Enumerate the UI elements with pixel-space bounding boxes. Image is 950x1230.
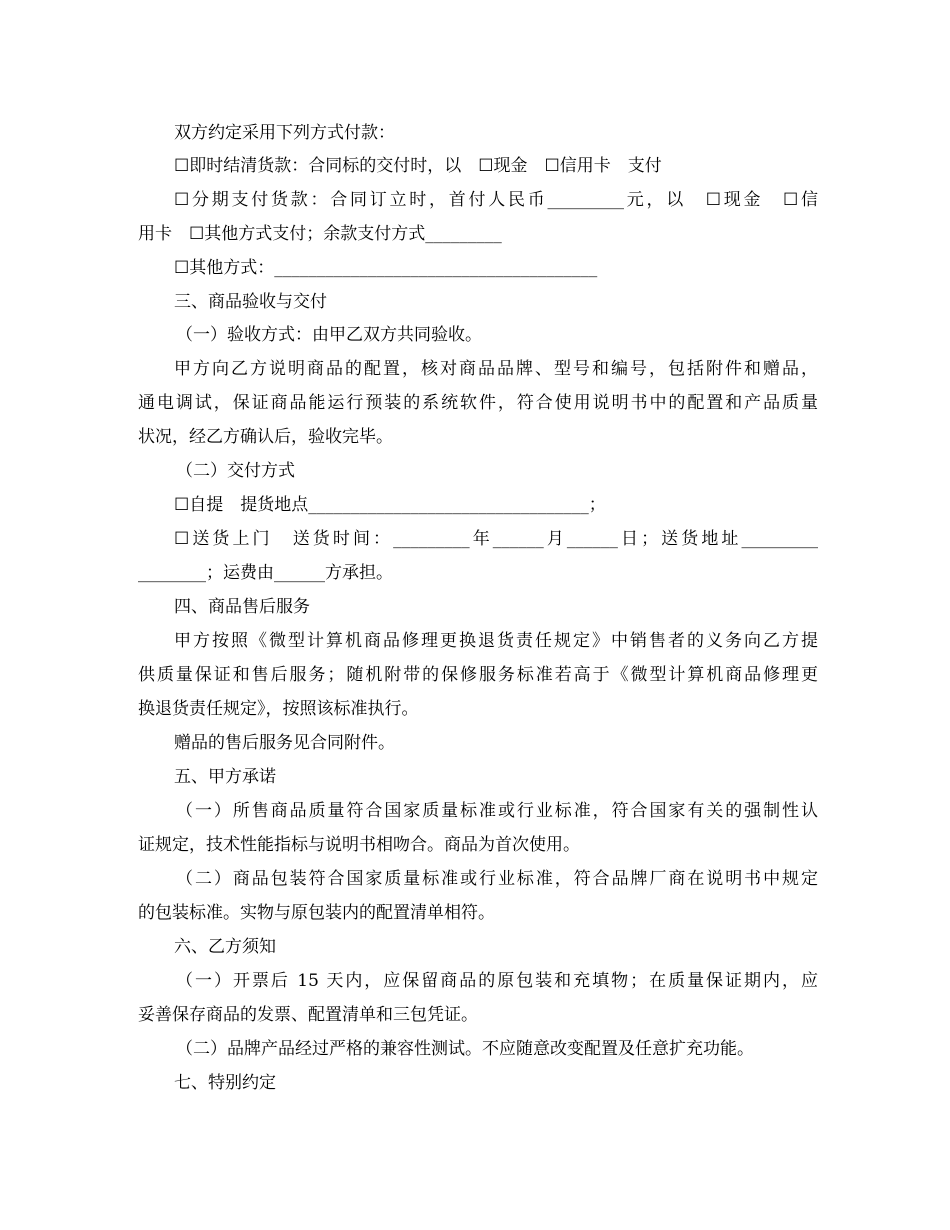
delivery-option-home-cont: ________；运费由______方承担。 xyxy=(138,563,393,583)
acceptance-method: （一）验收方式：由甲乙双方共同验收。 xyxy=(176,325,482,345)
promise-1-line-2: 证规定，技术性能指标与说明书相吻合。商品为首次使用。 xyxy=(138,835,580,855)
promise-2-line-2: 的包装标准。实物与原包装内的配置清单相符。 xyxy=(138,903,495,923)
section-5-heading: 五、甲方承诺 xyxy=(174,767,276,787)
gift-after-sales: 赠品的售后服务见合同附件。 xyxy=(174,733,395,753)
after-sales-para-line-2: 供质量保证和售后服务；随机附带的保修服务标准若高于《微型计算机商品修理更 xyxy=(138,665,818,685)
acceptance-para-line-2: 通电调试，保证商品能运行预装的系统软件，符合使用说明书中的配置和产品质量 xyxy=(138,393,818,413)
promise-2-line-1: （二）商品包装符合国家质量标准或行业标准，符合品牌厂商在说明书中规定 xyxy=(176,869,818,889)
notice-1-line-1: （一）开票后 15 天内，应保留商品的原包装和充填物；在质量保证期内，应 xyxy=(176,971,818,991)
after-sales-para-line-1: 甲方按照《微型计算机商品修理更换退货责任规定》中销售者的义务向乙方提 xyxy=(174,631,818,651)
acceptance-para-line-3: 状况，经乙方确认后，验收完毕。 xyxy=(138,427,393,447)
payment-option-installment: ☐分期支付货款：合同订立时，首付人民币_________元，以 ☐现金 ☐信 xyxy=(174,190,818,210)
delivery-option-home: ☐送货上门 送货时间：_________年______月______日；送货地址_________ xyxy=(174,529,818,549)
payment-intro: 双方约定采用下列方式付款： xyxy=(174,123,395,143)
payment-option-other: ☐其他方式：______________________________________ xyxy=(174,258,598,278)
payment-option-installment-cont: 用卡 ☐其他方式支付；余款支付方式_________ xyxy=(138,224,502,244)
notice-1-line-2: 妥善保存商品的发票、配置清单和三包凭证。 xyxy=(138,1005,478,1025)
acceptance-para-line-1: 甲方向乙方说明商品的配置，核对商品品牌、型号和编号，包括附件和赠品， xyxy=(174,359,818,379)
after-sales-para-line-3: 换退货责任规定》，按照该标准执行。 xyxy=(138,699,419,719)
delivery-method-heading: （二）交付方式 xyxy=(176,461,295,481)
section-4-heading: 四、商品售后服务 xyxy=(174,597,310,617)
delivery-option-pickup: ☐自提 提货地点_________________________________； xyxy=(174,495,606,515)
section-6-heading: 六、乙方须知 xyxy=(174,937,276,957)
promise-1-line-1: （一）所售商品质量符合国家质量标准或行业标准，符合国家有关的强制性认 xyxy=(176,801,818,821)
notice-2: （二）品牌产品经过严格的兼容性测试。不应随意改变配置及任意扩充功能。 xyxy=(176,1039,754,1059)
section-3-heading: 三、商品验收与交付 xyxy=(174,292,327,312)
section-7-heading: 七、特别约定 xyxy=(174,1073,276,1093)
payment-option-immediate: ☐即时结清货款：合同标的交付时，以 ☐现金 ☐信用卡 支付 xyxy=(174,156,662,176)
